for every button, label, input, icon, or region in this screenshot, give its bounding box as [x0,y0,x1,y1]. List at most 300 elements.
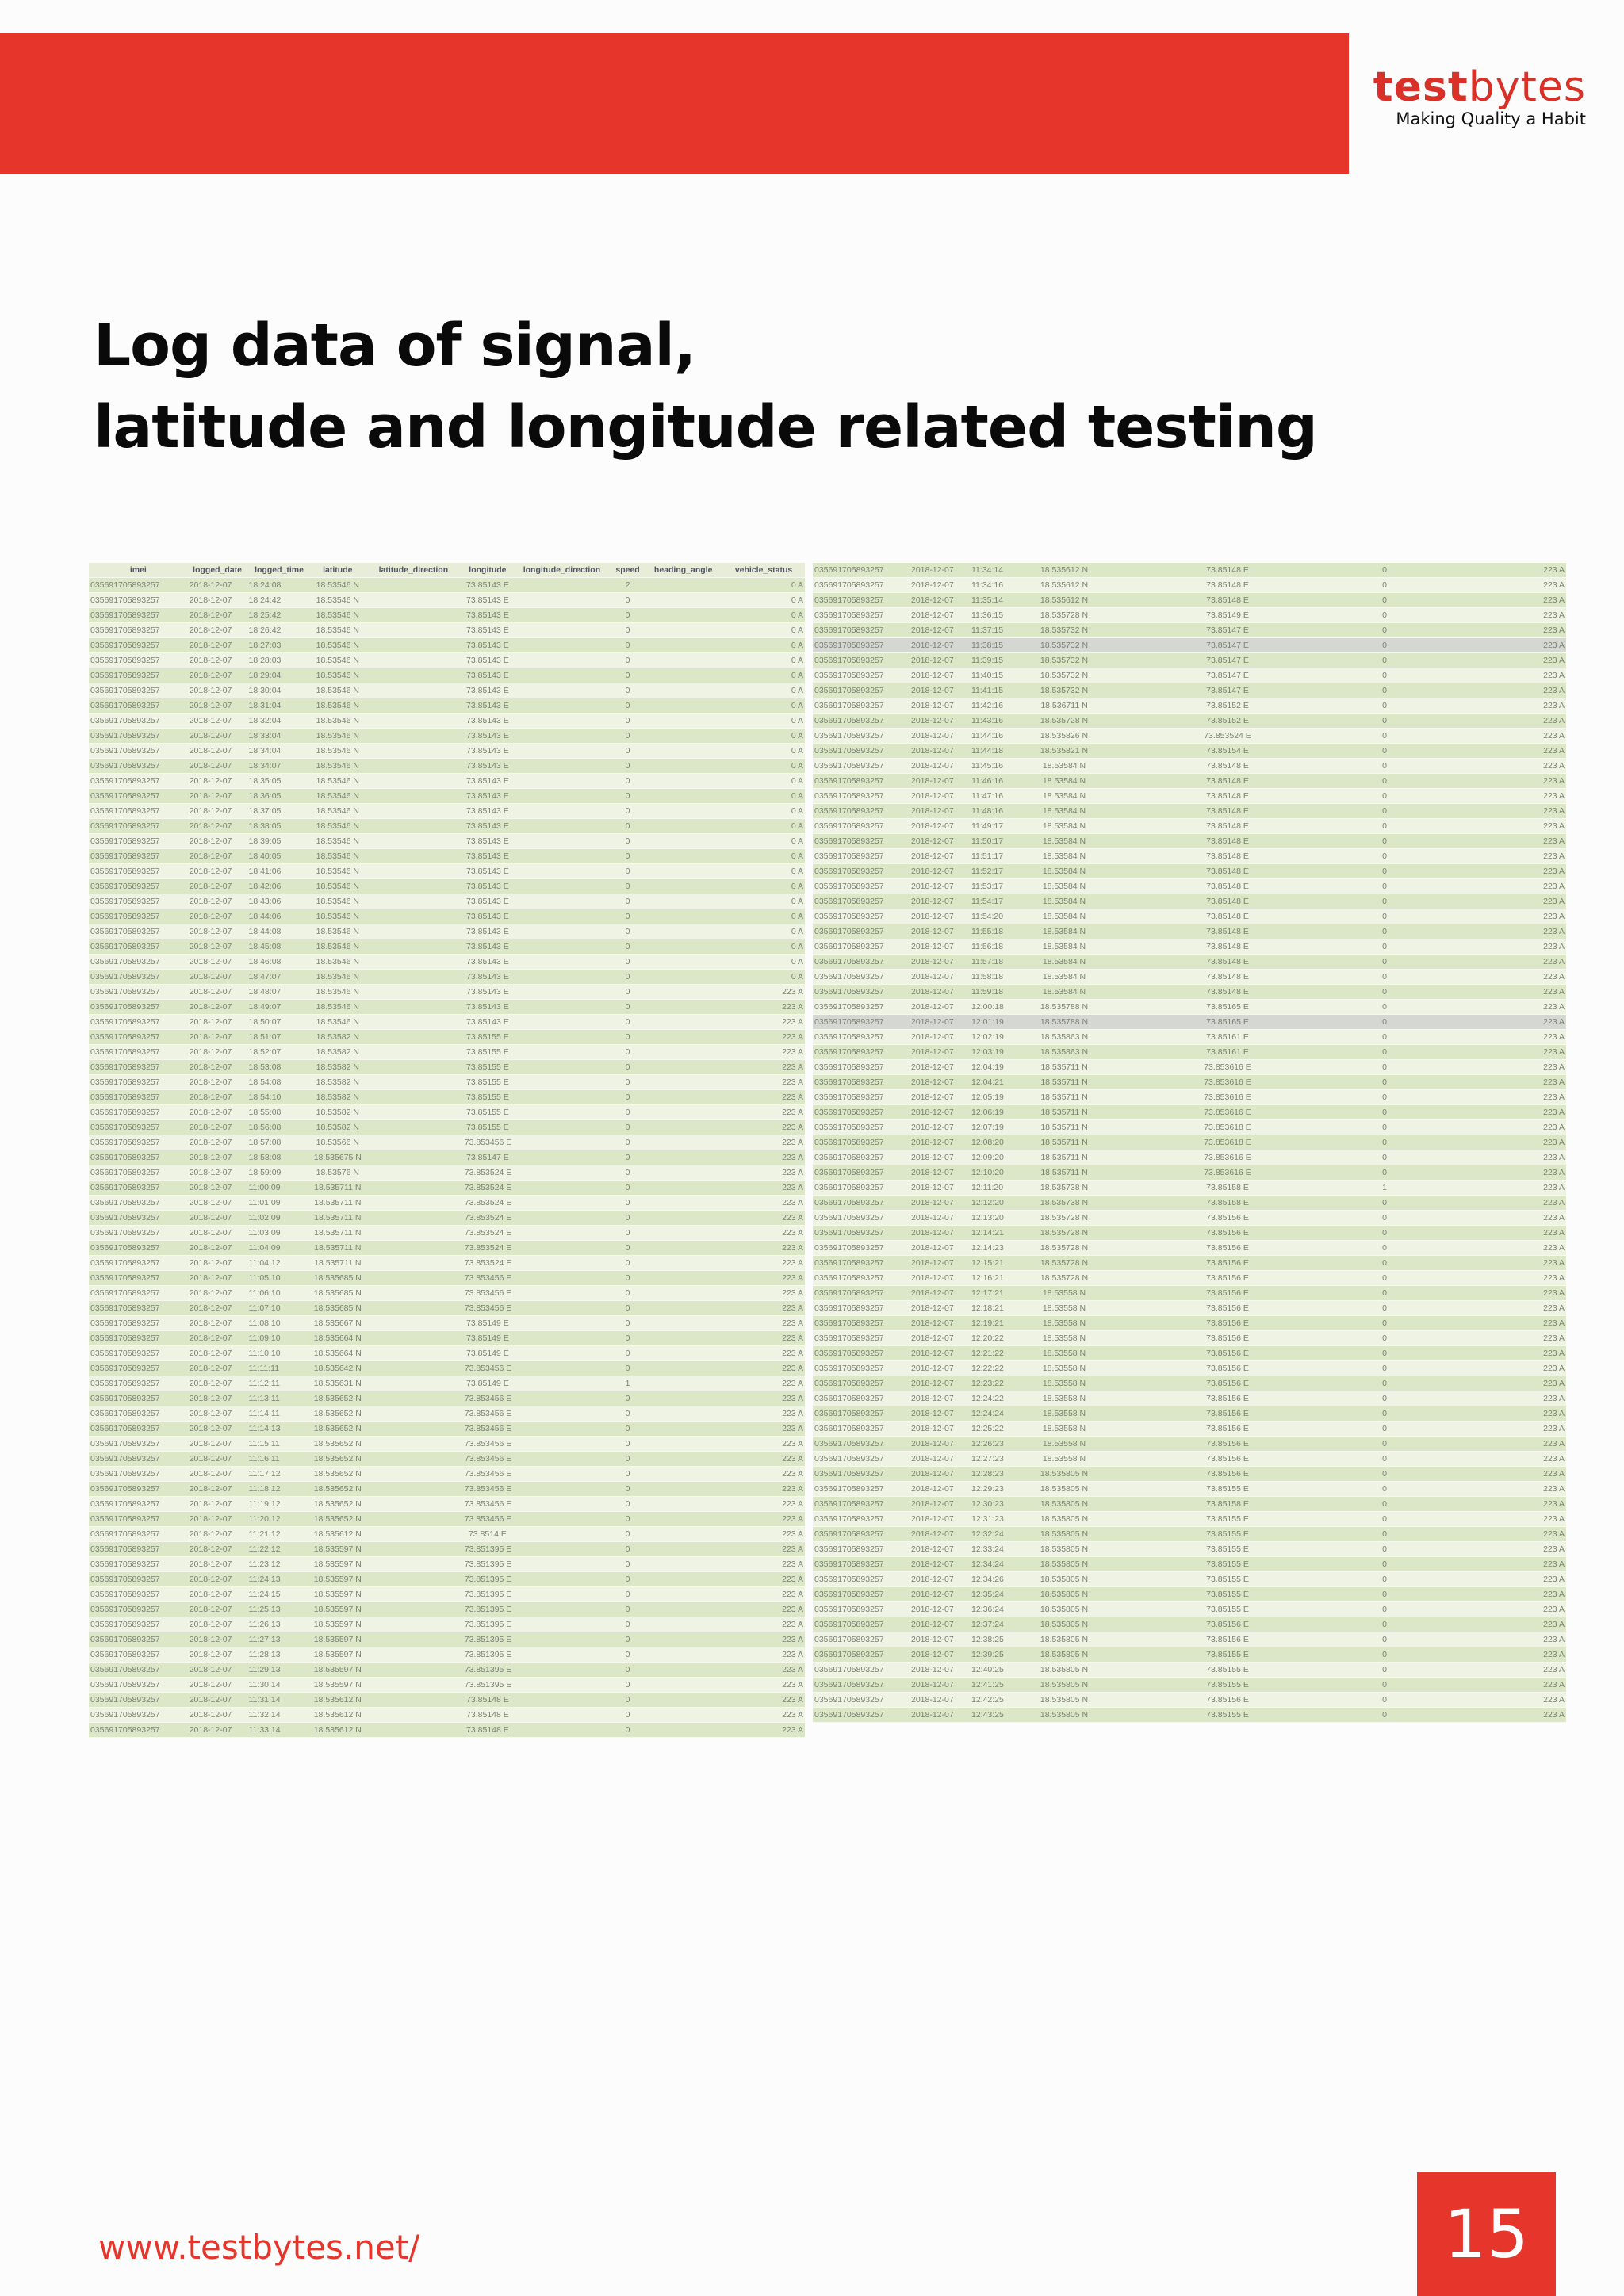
table-cell [644,578,722,593]
table-cell: 0 [1349,1452,1420,1467]
table-row [89,1452,805,1467]
table-cell: 18.535805 N [1030,1602,1098,1617]
table-cell: 035691705893257 [89,1135,188,1150]
table-cell: 73.85143 E [463,864,512,879]
table-cell: 18.535805 N [1030,1693,1098,1708]
table-cell: 035691705893257 [813,1015,910,1030]
table-cell: 0 A [722,683,805,698]
table-cell: 11:04:09 [247,1241,312,1256]
table-cell: 12:27:23 [970,1452,1030,1467]
table-cell [512,638,611,653]
table-cell: 0 [1349,744,1420,759]
table-row [813,698,1566,714]
table-cell [364,1376,463,1391]
table-cell [1098,789,1193,804]
table-cell: 223 A [722,1482,805,1497]
table-row [813,939,1566,955]
table-cell [1098,1647,1193,1663]
column-header-longitude-direction: longitude_direction [512,563,611,578]
table-cell: 035691705893257 [813,1587,910,1602]
table-row [89,804,805,819]
table-cell: 0 [611,774,645,789]
table-cell: 11:22:12 [247,1542,312,1557]
table-cell [1262,985,1349,1000]
header-banner [0,33,1349,174]
table-row [89,1301,805,1316]
table-cell: 12:14:21 [970,1226,1030,1241]
page-title-line-1: Log data of signal, [94,312,695,380]
table-cell: 035691705893257 [89,1346,188,1361]
table-cell: 18.53546 N [312,593,365,608]
table-cell [644,1196,722,1211]
table-cell: 73.85143 E [463,714,512,729]
table-cell: 035691705893257 [89,714,188,729]
table-cell: 11:11:11 [247,1361,312,1376]
table-cell: 18:44:06 [247,909,312,924]
table-cell: 035691705893257 [89,804,188,819]
table-cell [1262,1693,1349,1708]
table-cell: 11:50:17 [970,834,1030,849]
table-cell: 12:18:21 [970,1301,1030,1316]
table-row [89,1105,805,1120]
table-cell: 223 A [1495,955,1566,970]
table-cell: 223 A [722,1678,805,1693]
table-cell: 73.853456 E [463,1482,512,1497]
table-cell: 2018-12-07 [910,1286,970,1301]
table-cell: 0 [611,1557,645,1572]
table-cell [1262,819,1349,834]
table-cell [644,653,722,668]
table-cell: 73.85156 E [1193,1316,1262,1331]
table-cell: 18:34:07 [247,759,312,774]
table-cell: 18.53546 N [312,698,365,714]
table-cell: 223 A [1495,1617,1566,1632]
table-row [813,1181,1566,1196]
table-row [89,1090,805,1105]
table-cell [1262,789,1349,804]
table-cell: 223 A [1495,1512,1566,1527]
table-cell [644,924,722,939]
table-cell [1262,623,1349,638]
table-cell: 035691705893257 [813,879,910,894]
table-cell: 035691705893257 [813,789,910,804]
table-cell [1098,593,1193,608]
table-row [89,1135,805,1150]
table-cell [1420,1150,1495,1165]
table-cell [364,1271,463,1286]
table-cell: 18.535788 N [1030,1000,1098,1015]
table-row [813,1482,1566,1497]
table-cell [364,834,463,849]
table-row [89,1060,805,1075]
table-cell: 73.85155 E [1193,1663,1262,1678]
table-cell: 11:14:13 [247,1422,312,1437]
table-cell [1098,1150,1193,1165]
table-cell: 73.85155 E [1193,1557,1262,1572]
table-cell [644,1723,722,1738]
table-cell: 035691705893257 [813,1316,910,1331]
table-cell: 73.85148 E [1193,909,1262,924]
table-cell [512,1165,611,1181]
table-cell: 223 A [722,1708,805,1723]
table-cell: 0 [611,623,645,638]
table-cell: 2018-12-07 [188,638,247,653]
table-cell: 2018-12-07 [188,1632,247,1647]
table-cell [1262,1256,1349,1271]
table-cell: 12:07:19 [970,1120,1030,1135]
table-cell [1262,1391,1349,1406]
table-cell [1420,563,1495,578]
table-cell: 035691705893257 [89,759,188,774]
table-cell [1420,1135,1495,1150]
table-cell [644,1045,722,1060]
table-cell: 223 A [1495,759,1566,774]
table-cell: 73.85156 E [1193,1376,1262,1391]
table-cell: 223 A [1495,774,1566,789]
table-cell: 035691705893257 [89,1602,188,1617]
table-cell: 18.53546 N [312,759,365,774]
table-row [89,1482,805,1497]
table-cell [1098,1075,1193,1090]
table-cell: 73.85143 E [463,623,512,638]
table-cell: 2018-12-07 [910,608,970,623]
table-row [813,849,1566,864]
brand-name-part2: bytes [1468,63,1586,111]
table-cell: 11:34:16 [970,578,1030,593]
table-cell [1098,1452,1193,1467]
table-cell: 035691705893257 [89,1030,188,1045]
table-cell: 223 A [1495,1256,1566,1271]
table-cell [644,1663,722,1678]
table-cell: 035691705893257 [89,593,188,608]
table-cell: 12:03:19 [970,1045,1030,1060]
table-cell: 035691705893257 [813,714,910,729]
table-cell [1420,1406,1495,1422]
table-cell: 223 A [722,1286,805,1301]
table-cell: 2018-12-07 [910,714,970,729]
table-cell: 12:04:19 [970,1060,1030,1075]
table-cell: 0 [1349,834,1420,849]
table-cell: 0 A [722,744,805,759]
table-cell: 0 [611,1542,645,1557]
table-cell: 223 A [722,1587,805,1602]
table-cell: 0 [611,1045,645,1060]
table-row [813,864,1566,879]
table-cell: 2018-12-07 [188,714,247,729]
table-cell: 73.85143 E [463,1015,512,1030]
table-cell: 18:59:09 [247,1165,312,1181]
table-cell: 223 A [1495,1708,1566,1723]
table-cell: 18.535711 N [312,1241,365,1256]
table-cell [364,1226,463,1241]
table-cell: 73.85154 E [1193,744,1262,759]
table-cell: 0 [1349,1512,1420,1527]
table-cell: 0 A [722,578,805,593]
table-cell: 0 [1349,1045,1420,1060]
table-cell: 2018-12-07 [188,939,247,955]
table-cell: 0 [1349,578,1420,593]
table-cell: 035691705893257 [813,1497,910,1512]
table-cell: 035691705893257 [89,623,188,638]
table-cell: 18.535711 N [1030,1060,1098,1075]
table-cell [644,1120,722,1135]
table-cell: 0 [611,729,645,744]
table-cell: 73.851395 E [463,1542,512,1557]
table-cell [1098,698,1193,714]
table-cell: 223 A [1495,1331,1566,1346]
table-row [813,1256,1566,1271]
table-cell: 2018-12-07 [910,1647,970,1663]
table-cell [364,819,463,834]
table-cell: 2018-12-07 [188,1090,247,1105]
table-cell [1420,1452,1495,1467]
table-cell: 035691705893257 [89,1361,188,1376]
table-cell: 2018-12-07 [910,1090,970,1105]
table-cell [1098,729,1193,744]
table-cell: 0 [611,985,645,1000]
table-cell [1098,563,1193,578]
table-cell: 035691705893257 [813,1271,910,1286]
table-row [813,970,1566,985]
table-cell: 18.535738 N [1030,1196,1098,1211]
table-cell: 0 [611,879,645,894]
table-cell: 223 A [1495,578,1566,593]
table-cell: 18.53584 N [1030,924,1098,939]
table-row [89,834,805,849]
table-cell: 73.85143 E [463,608,512,623]
table-cell: 18:55:08 [247,1105,312,1120]
table-cell: 223 A [722,1663,805,1678]
table-cell: 0 [1349,638,1420,653]
table-row [89,1602,805,1617]
table-cell: 2018-12-07 [910,653,970,668]
table-cell: 18.53558 N [1030,1346,1098,1361]
table-cell: 0 A [722,834,805,849]
table-cell [512,955,611,970]
table-cell: 73.85149 E [463,1376,512,1391]
table-cell [512,608,611,623]
table-row [89,1165,805,1181]
table-cell: 18:53:08 [247,1060,312,1075]
table-cell [1098,849,1193,864]
table-cell: 73.853524 E [463,1165,512,1181]
table-cell: 035691705893257 [813,985,910,1000]
table-cell: 2018-12-07 [188,1150,247,1165]
table-row [89,1256,805,1271]
table-cell [1262,1632,1349,1647]
table-cell: 035691705893257 [813,1437,910,1452]
table-cell [1098,1542,1193,1557]
table-cell: 18.535652 N [312,1422,365,1437]
table-cell: 2018-12-07 [188,789,247,804]
table-cell [364,1467,463,1482]
table-row [813,1211,1566,1226]
table-cell: 11:37:15 [970,623,1030,638]
table-cell: 035691705893257 [813,1602,910,1617]
table-cell [644,1482,722,1497]
table-cell: 73.85155 E [1193,1647,1262,1663]
table-cell [644,774,722,789]
table-cell: 0 [611,1015,645,1030]
table-cell: 73.85148 E [1193,985,1262,1000]
table-cell [512,1693,611,1708]
table-cell: 18.53546 N [312,714,365,729]
table-cell: 73.85158 E [1193,1497,1262,1512]
table-cell: 223 A [722,1346,805,1361]
table-cell [512,864,611,879]
table-row [89,759,805,774]
table-cell: 0 [611,1663,645,1678]
table-cell: 11:13:11 [247,1391,312,1406]
table-cell [644,1346,722,1361]
table-cell: 2018-12-07 [188,1647,247,1663]
table-cell: 73.85156 E [1193,1346,1262,1361]
table-cell: 73.85148 E [1193,759,1262,774]
table-cell: 18.535685 N [312,1286,365,1301]
table-cell: 035691705893257 [813,834,910,849]
table-cell: 223 A [1495,894,1566,909]
table-cell: 12:43:25 [970,1708,1030,1723]
table-row [813,1075,1566,1090]
table-cell [364,1497,463,1512]
table-cell [512,849,611,864]
table-cell: 2018-12-07 [910,1587,970,1602]
table-cell [1420,623,1495,638]
table-cell: 11:00:09 [247,1181,312,1196]
table-cell [1420,1331,1495,1346]
table-cell [364,1060,463,1075]
table-cell: 18.535597 N [312,1572,365,1587]
table-row [89,698,805,714]
table-cell: 035691705893257 [89,1708,188,1723]
table-cell: 18:31:04 [247,698,312,714]
table-cell: 0 [1349,804,1420,819]
table-row [813,1165,1566,1181]
table-cell: 2018-12-07 [910,1196,970,1211]
table-cell: 223 A [1495,879,1566,894]
table-cell: 0 [611,955,645,970]
table-cell [1420,1391,1495,1406]
table-row [813,1316,1566,1331]
table-cell: 035691705893257 [813,1165,910,1181]
table-cell [512,1346,611,1361]
table-cell [1098,1105,1193,1120]
table-cell [1420,1422,1495,1437]
table-cell [512,1030,611,1045]
table-row [813,1391,1566,1406]
table-cell: 18.53546 N [312,744,365,759]
table-cell: 223 A [722,1647,805,1663]
table-cell: 0 A [722,970,805,985]
table-row [813,1632,1566,1647]
table-cell: 18.535711 N [1030,1135,1098,1150]
table-cell: 0 [611,1241,645,1256]
table-cell: 2018-12-07 [188,1587,247,1602]
table-cell: 0 [611,1301,645,1316]
table-cell [1098,1181,1193,1196]
table-cell: 223 A [1495,1120,1566,1135]
table-cell: 18.535664 N [312,1346,365,1361]
table-cell [1262,1060,1349,1075]
table-row [89,1406,805,1422]
table-row [89,668,805,683]
table-cell: 73.85148 E [1193,955,1262,970]
table-cell: 223 A [722,985,805,1000]
table-cell: 035691705893257 [89,1572,188,1587]
table-cell: 2018-12-07 [188,1181,247,1196]
table-cell: 11:33:14 [247,1723,312,1738]
table-cell: 0 [1349,1331,1420,1346]
table-cell: 223 A [722,1512,805,1527]
table-cell: 2018-12-07 [910,1030,970,1045]
table-cell [1098,1226,1193,1241]
table-cell [644,1437,722,1452]
table-cell: 18:51:07 [247,1030,312,1045]
table-cell [1420,1030,1495,1045]
table-cell: 12:23:22 [970,1376,1030,1391]
table-cell [512,698,611,714]
table-cell: 0 [611,1150,645,1165]
table-cell: 0 [1349,1196,1420,1211]
table-cell: 73.85156 E [1193,1467,1262,1482]
table-cell: 73.853524 E [463,1226,512,1241]
table-row [89,1693,805,1708]
table-cell: 2018-12-07 [188,834,247,849]
table-cell [364,1105,463,1120]
table-cell: 73.853524 E [463,1256,512,1271]
table-cell [1420,924,1495,939]
table-cell [1420,1708,1495,1723]
table-cell: 73.853456 E [463,1135,512,1150]
table-cell: 2018-12-07 [910,1452,970,1467]
table-cell: 73.853456 E [463,1406,512,1422]
table-cell: 0 [611,1678,645,1693]
table-cell [1262,1135,1349,1150]
table-cell: 223 A [722,1467,805,1482]
brand-tagline: Making Quality a Habit [1396,109,1586,128]
table-cell [1098,1120,1193,1135]
table-cell: 2018-12-07 [910,1602,970,1617]
table-cell: 0 [1349,955,1420,970]
table-cell: 18.535612 N [312,1527,365,1542]
table-cell [1098,1015,1193,1030]
table-cell: 73.85143 E [463,593,512,608]
table-cell: 73.85165 E [1193,1000,1262,1015]
table-cell: 2018-12-07 [910,563,970,578]
table-cell: 2018-12-07 [188,1452,247,1467]
table-cell: 73.85155 E [463,1060,512,1075]
table-cell [644,879,722,894]
table-cell [1262,683,1349,698]
table-row [813,1678,1566,1693]
table-cell: 223 A [1495,653,1566,668]
table-cell: 18:39:05 [247,834,312,849]
table-cell: 035691705893257 [89,909,188,924]
table-cell: 223 A [1495,683,1566,698]
table-cell: 73.85156 E [1193,1452,1262,1467]
table-cell: 0 [1349,1542,1420,1557]
table-cell [644,1647,722,1663]
footer-website-link[interactable]: www.testbytes.net/ [98,2228,420,2267]
table-cell: 035691705893257 [813,1181,910,1196]
table-cell: 035691705893257 [813,653,910,668]
table-cell [644,1241,722,1256]
table-row [813,1647,1566,1663]
table-cell [1420,578,1495,593]
table-cell: 18.53584 N [1030,819,1098,834]
table-cell [644,849,722,864]
table-cell: 73.85147 E [1193,623,1262,638]
